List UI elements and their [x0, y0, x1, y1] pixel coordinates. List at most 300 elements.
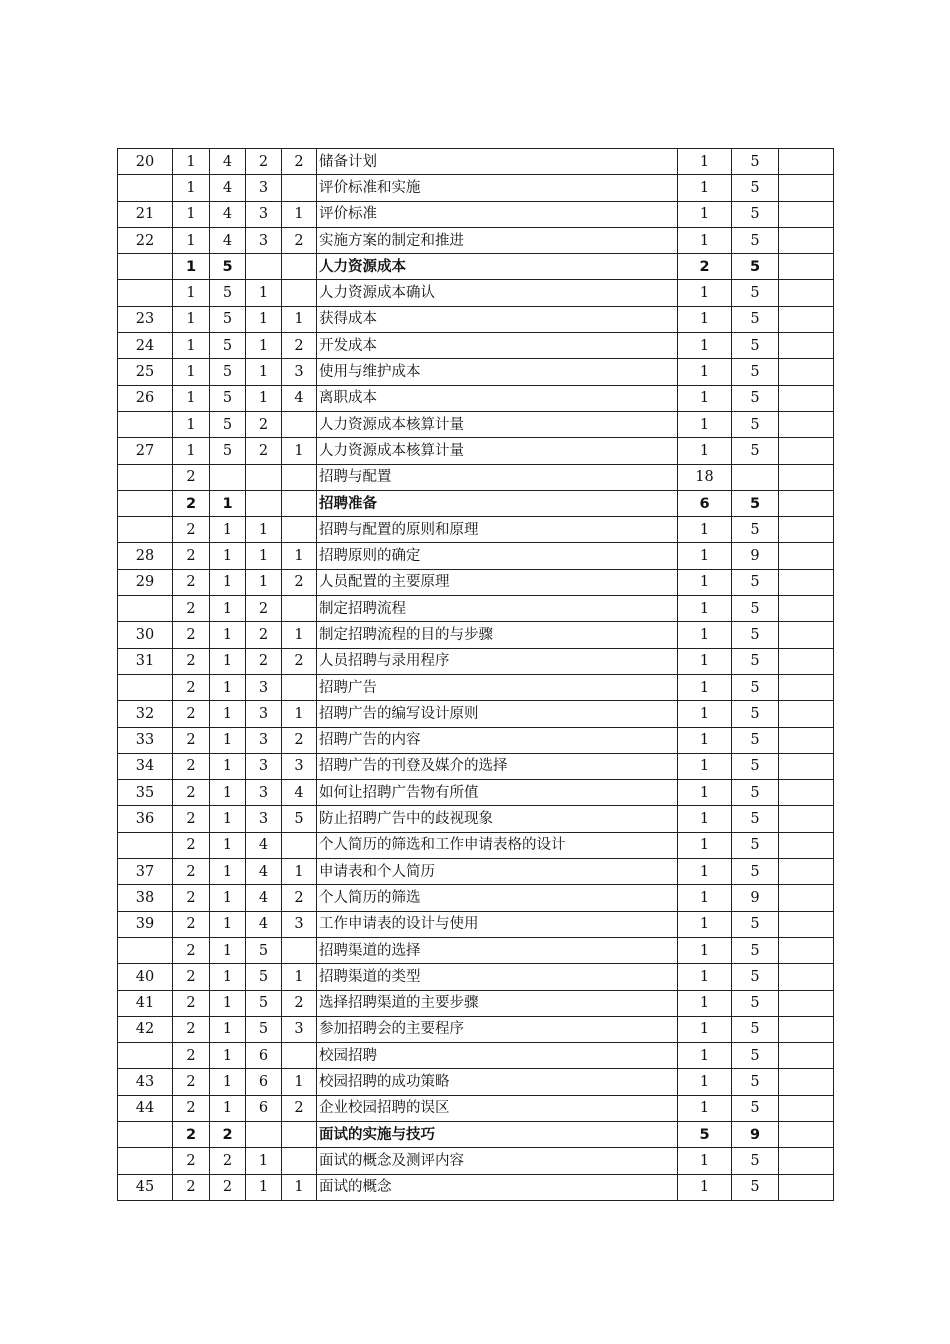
level-4-cell: 1	[282, 1174, 317, 1200]
item-title-cell: 招聘与配置的原则和原理	[317, 517, 678, 543]
item-title-cell: 开发成本	[317, 333, 678, 359]
level-1-cell: 2	[173, 937, 210, 963]
item-title-cell: 校园招聘的成功策略	[317, 1069, 678, 1095]
level-1-cell: 2	[173, 1121, 210, 1147]
count-cell: 1	[678, 1069, 732, 1095]
row-number-cell: 35	[118, 780, 173, 806]
item-title-cell: 评价标准和实施	[317, 175, 678, 201]
level-4-cell: 1	[282, 1069, 317, 1095]
count-cell: 1	[678, 201, 732, 227]
row-number-cell	[118, 411, 173, 437]
count-cell: 1	[678, 596, 732, 622]
table-row	[118, 411, 834, 437]
blank-cell	[779, 201, 834, 227]
level-3-cell: 1	[246, 569, 282, 595]
count-cell: 1	[678, 859, 732, 885]
score-cell: 5	[732, 175, 779, 201]
level-3-cell: 5	[246, 990, 282, 1016]
level-3-cell: 1	[246, 543, 282, 569]
level-3-cell: 2	[246, 622, 282, 648]
table-row	[118, 464, 834, 490]
blank-cell	[779, 1043, 834, 1069]
level-4-cell: 3	[282, 1016, 317, 1042]
count-cell: 18	[678, 464, 732, 490]
row-number-cell	[118, 832, 173, 858]
level-4-cell: 1	[282, 622, 317, 648]
level-4-cell	[282, 832, 317, 858]
level-3-cell: 1	[246, 280, 282, 306]
score-cell: 5	[732, 569, 779, 595]
level-1-cell: 1	[173, 306, 210, 332]
level-4-cell	[282, 490, 317, 516]
table-row	[118, 359, 834, 385]
row-number-cell	[118, 1043, 173, 1069]
table-row	[118, 832, 834, 858]
level-4-cell: 4	[282, 385, 317, 411]
level-1-cell: 2	[173, 490, 210, 516]
level-2-cell: 1	[210, 1095, 246, 1121]
table-row	[118, 438, 834, 464]
level-4-cell: 2	[282, 648, 317, 674]
score-cell: 5	[732, 1069, 779, 1095]
count-cell: 1	[678, 280, 732, 306]
blank-cell	[779, 1069, 834, 1095]
count-cell: 6	[678, 490, 732, 516]
level-1-cell: 1	[173, 438, 210, 464]
score-cell: 5	[732, 674, 779, 700]
table-row	[118, 490, 834, 516]
level-4-cell: 2	[282, 333, 317, 359]
score-cell: 5	[732, 911, 779, 937]
level-3-cell	[246, 490, 282, 516]
count-cell: 1	[678, 832, 732, 858]
row-number-cell: 30	[118, 622, 173, 648]
score-cell: 5	[732, 411, 779, 437]
level-3-cell: 4	[246, 911, 282, 937]
count-cell: 1	[678, 333, 732, 359]
level-1-cell: 1	[173, 280, 210, 306]
item-title-cell: 招聘广告的内容	[317, 727, 678, 753]
level-2-cell: 2	[210, 1174, 246, 1200]
level-1-cell: 1	[173, 201, 210, 227]
count-cell: 1	[678, 806, 732, 832]
row-number-cell	[118, 280, 173, 306]
score-cell: 5	[732, 227, 779, 253]
score-cell: 5	[732, 201, 779, 227]
level-1-cell: 2	[173, 596, 210, 622]
row-number-cell: 32	[118, 701, 173, 727]
blank-cell	[779, 911, 834, 937]
level-1-cell: 1	[173, 359, 210, 385]
level-1-cell: 2	[173, 885, 210, 911]
level-1-cell: 1	[173, 411, 210, 437]
level-3-cell: 3	[246, 753, 282, 779]
row-number-cell: 26	[118, 385, 173, 411]
level-3-cell: 3	[246, 727, 282, 753]
level-2-cell: 1	[210, 832, 246, 858]
level-2-cell: 1	[210, 648, 246, 674]
count-cell: 1	[678, 753, 732, 779]
level-4-cell: 1	[282, 201, 317, 227]
level-4-cell: 2	[282, 885, 317, 911]
row-number-cell: 42	[118, 1016, 173, 1042]
row-number-cell	[118, 937, 173, 963]
table-row	[118, 517, 834, 543]
level-2-cell: 1	[210, 1069, 246, 1095]
item-title-cell: 获得成本	[317, 306, 678, 332]
level-3-cell: 1	[246, 385, 282, 411]
score-cell: 5	[732, 359, 779, 385]
score-cell: 5	[732, 517, 779, 543]
level-4-cell: 1	[282, 438, 317, 464]
level-3-cell: 1	[246, 333, 282, 359]
level-4-cell	[282, 596, 317, 622]
row-number-cell: 39	[118, 911, 173, 937]
table-row	[118, 1016, 834, 1042]
level-2-cell: 1	[210, 727, 246, 753]
score-cell: 5	[732, 1174, 779, 1200]
level-2-cell: 1	[210, 596, 246, 622]
row-number-cell: 23	[118, 306, 173, 332]
table-row	[118, 648, 834, 674]
level-2-cell: 1	[210, 990, 246, 1016]
level-3-cell: 2	[246, 648, 282, 674]
level-2-cell: 5	[210, 306, 246, 332]
count-cell: 1	[678, 1174, 732, 1200]
item-title-cell: 实施方案的制定和推进	[317, 227, 678, 253]
count-cell: 1	[678, 964, 732, 990]
blank-cell	[779, 517, 834, 543]
level-3-cell: 3	[246, 701, 282, 727]
score-cell: 5	[732, 727, 779, 753]
table-row	[118, 227, 834, 253]
row-number-cell: 40	[118, 964, 173, 990]
item-title-cell: 面试的实施与技巧	[317, 1121, 678, 1147]
level-3-cell: 2	[246, 149, 282, 175]
count-cell: 1	[678, 622, 732, 648]
blank-cell	[779, 359, 834, 385]
level-3-cell: 2	[246, 411, 282, 437]
level-1-cell: 2	[173, 622, 210, 648]
count-cell: 1	[678, 911, 732, 937]
level-4-cell	[282, 1121, 317, 1147]
level-4-cell	[282, 1043, 317, 1069]
row-number-cell: 43	[118, 1069, 173, 1095]
blank-cell	[779, 333, 834, 359]
item-title-cell: 防止招聘广告中的歧视现象	[317, 806, 678, 832]
item-title-cell: 招聘渠道的类型	[317, 964, 678, 990]
level-4-cell	[282, 411, 317, 437]
level-4-cell	[282, 175, 317, 201]
level-1-cell: 2	[173, 1095, 210, 1121]
level-4-cell: 5	[282, 806, 317, 832]
level-1-cell: 2	[173, 1043, 210, 1069]
level-1-cell: 2	[173, 832, 210, 858]
count-cell: 5	[678, 1121, 732, 1147]
blank-cell	[779, 1148, 834, 1174]
blank-cell	[779, 1095, 834, 1121]
score-cell: 5	[732, 937, 779, 963]
table-row	[118, 543, 834, 569]
blank-cell	[779, 832, 834, 858]
item-title-cell: 个人简历的筛选	[317, 885, 678, 911]
item-title-cell: 人力资源成本	[317, 254, 678, 280]
item-title-cell: 使用与维护成本	[317, 359, 678, 385]
level-3-cell: 3	[246, 806, 282, 832]
level-1-cell: 1	[173, 149, 210, 175]
row-number-cell	[118, 517, 173, 543]
table-row	[118, 806, 834, 832]
table-body	[118, 149, 834, 1201]
item-title-cell: 制定招聘流程的目的与步骤	[317, 622, 678, 648]
level-2-cell: 4	[210, 149, 246, 175]
level-4-cell	[282, 464, 317, 490]
count-cell: 1	[678, 149, 732, 175]
row-number-cell	[118, 674, 173, 700]
level-4-cell: 3	[282, 911, 317, 937]
blank-cell	[779, 543, 834, 569]
table-row	[118, 1095, 834, 1121]
row-number-cell: 41	[118, 990, 173, 1016]
item-title-cell: 储备计划	[317, 149, 678, 175]
level-3-cell: 4	[246, 885, 282, 911]
row-number-cell	[118, 1148, 173, 1174]
level-2-cell: 5	[210, 254, 246, 280]
level-1-cell: 2	[173, 674, 210, 700]
level-3-cell: 4	[246, 832, 282, 858]
row-number-cell: 31	[118, 648, 173, 674]
level-2-cell: 1	[210, 674, 246, 700]
item-title-cell: 招聘原则的确定	[317, 543, 678, 569]
count-cell: 1	[678, 1095, 732, 1121]
table-row	[118, 1174, 834, 1200]
count-cell: 1	[678, 990, 732, 1016]
blank-cell	[779, 385, 834, 411]
item-title-cell: 人力资源成本核算计量	[317, 411, 678, 437]
level-2-cell: 1	[210, 937, 246, 963]
table-row	[118, 306, 834, 332]
row-number-cell	[118, 464, 173, 490]
table-row	[118, 175, 834, 201]
item-title-cell: 工作申请表的设计与使用	[317, 911, 678, 937]
table-row	[118, 1043, 834, 1069]
level-1-cell: 2	[173, 990, 210, 1016]
row-number-cell: 24	[118, 333, 173, 359]
item-title-cell: 人员配置的主要原理	[317, 569, 678, 595]
level-1-cell: 2	[173, 543, 210, 569]
count-cell: 1	[678, 543, 732, 569]
item-title-cell: 招聘渠道的选择	[317, 937, 678, 963]
row-number-cell: 29	[118, 569, 173, 595]
blank-cell	[779, 411, 834, 437]
level-3-cell: 6	[246, 1043, 282, 1069]
level-4-cell	[282, 517, 317, 543]
level-1-cell: 2	[173, 569, 210, 595]
row-number-cell: 33	[118, 727, 173, 753]
item-title-cell: 招聘准备	[317, 490, 678, 516]
level-2-cell: 4	[210, 175, 246, 201]
row-number-cell: 45	[118, 1174, 173, 1200]
count-cell: 1	[678, 1016, 732, 1042]
level-3-cell: 6	[246, 1069, 282, 1095]
item-title-cell: 选择招聘渠道的主要步骤	[317, 990, 678, 1016]
item-title-cell: 人力资源成本确认	[317, 280, 678, 306]
level-3-cell: 5	[246, 1016, 282, 1042]
row-number-cell: 44	[118, 1095, 173, 1121]
item-title-cell: 面试的概念及测评内容	[317, 1148, 678, 1174]
score-cell: 5	[732, 280, 779, 306]
level-2-cell: 5	[210, 411, 246, 437]
level-3-cell: 1	[246, 517, 282, 543]
score-cell: 9	[732, 885, 779, 911]
level-2-cell: 1	[210, 859, 246, 885]
blank-cell	[779, 280, 834, 306]
level-1-cell: 2	[173, 753, 210, 779]
blank-cell	[779, 596, 834, 622]
level-4-cell: 2	[282, 227, 317, 253]
table-row	[118, 385, 834, 411]
blank-cell	[779, 490, 834, 516]
level-2-cell: 5	[210, 438, 246, 464]
blank-cell	[779, 806, 834, 832]
level-4-cell	[282, 937, 317, 963]
score-cell: 5	[732, 1095, 779, 1121]
level-4-cell: 2	[282, 149, 317, 175]
level-1-cell: 2	[173, 1069, 210, 1095]
count-cell: 1	[678, 885, 732, 911]
level-2-cell: 1	[210, 780, 246, 806]
item-title-cell: 招聘广告的刊登及媒介的选择	[317, 753, 678, 779]
table-row	[118, 964, 834, 990]
item-title-cell: 人员招聘与录用程序	[317, 648, 678, 674]
level-1-cell: 2	[173, 1148, 210, 1174]
blank-cell	[779, 1174, 834, 1200]
level-1-cell: 2	[173, 648, 210, 674]
item-title-cell: 申请表和个人简历	[317, 859, 678, 885]
score-cell: 5	[732, 438, 779, 464]
item-title-cell: 参加招聘会的主要程序	[317, 1016, 678, 1042]
level-3-cell: 5	[246, 937, 282, 963]
level-3-cell: 6	[246, 1095, 282, 1121]
table-row	[118, 753, 834, 779]
blank-cell	[779, 727, 834, 753]
level-1-cell: 1	[173, 254, 210, 280]
level-4-cell: 1	[282, 306, 317, 332]
item-title-cell: 如何让招聘广告物有所值	[317, 780, 678, 806]
blank-cell	[779, 306, 834, 332]
table-row	[118, 937, 834, 963]
level-1-cell: 1	[173, 385, 210, 411]
table-row	[118, 911, 834, 937]
table-row	[118, 885, 834, 911]
score-cell: 5	[732, 990, 779, 1016]
level-1-cell: 2	[173, 701, 210, 727]
blank-cell	[779, 674, 834, 700]
item-title-cell: 校园招聘	[317, 1043, 678, 1069]
level-2-cell: 1	[210, 964, 246, 990]
level-4-cell: 1	[282, 701, 317, 727]
table-row	[118, 569, 834, 595]
row-number-cell	[118, 490, 173, 516]
syllabus-table	[117, 148, 834, 1201]
level-2-cell: 1	[210, 1043, 246, 1069]
item-title-cell: 面试的概念	[317, 1174, 678, 1200]
score-cell: 5	[732, 832, 779, 858]
row-number-cell: 34	[118, 753, 173, 779]
count-cell: 1	[678, 701, 732, 727]
level-1-cell: 2	[173, 911, 210, 937]
item-title-cell: 制定招聘流程	[317, 596, 678, 622]
blank-cell	[779, 990, 834, 1016]
level-4-cell	[282, 280, 317, 306]
level-3-cell	[246, 464, 282, 490]
table-row	[118, 1148, 834, 1174]
level-1-cell: 1	[173, 333, 210, 359]
score-cell: 5	[732, 149, 779, 175]
blank-cell	[779, 885, 834, 911]
row-number-cell: 37	[118, 859, 173, 885]
level-3-cell: 1	[246, 1148, 282, 1174]
table-row	[118, 1069, 834, 1095]
level-4-cell	[282, 254, 317, 280]
blank-cell	[779, 569, 834, 595]
score-cell: 5	[732, 333, 779, 359]
blank-cell	[779, 753, 834, 779]
row-number-cell: 36	[118, 806, 173, 832]
row-number-cell: 22	[118, 227, 173, 253]
count-cell: 1	[678, 306, 732, 332]
table-row	[118, 149, 834, 175]
table-row	[118, 280, 834, 306]
level-2-cell: 1	[210, 1016, 246, 1042]
level-3-cell: 3	[246, 175, 282, 201]
score-cell: 5	[732, 622, 779, 648]
level-2-cell: 5	[210, 280, 246, 306]
table-row	[118, 254, 834, 280]
blank-cell	[779, 227, 834, 253]
item-title-cell: 个人简历的筛选和工作申请表格的设计	[317, 832, 678, 858]
level-2-cell: 1	[210, 885, 246, 911]
level-4-cell: 1	[282, 543, 317, 569]
item-title-cell: 企业校园招聘的误区	[317, 1095, 678, 1121]
table-row	[118, 201, 834, 227]
level-3-cell: 5	[246, 964, 282, 990]
level-2-cell: 5	[210, 333, 246, 359]
level-1-cell: 1	[173, 175, 210, 201]
level-3-cell: 2	[246, 438, 282, 464]
count-cell: 1	[678, 727, 732, 753]
level-2-cell: 5	[210, 359, 246, 385]
row-number-cell: 38	[118, 885, 173, 911]
row-number-cell: 20	[118, 149, 173, 175]
row-number-cell: 28	[118, 543, 173, 569]
item-title-cell: 离职成本	[317, 385, 678, 411]
blank-cell	[779, 438, 834, 464]
table-row	[118, 780, 834, 806]
table-row	[118, 674, 834, 700]
level-1-cell: 2	[173, 1016, 210, 1042]
score-cell: 5	[732, 254, 779, 280]
level-2-cell: 1	[210, 490, 246, 516]
level-3-cell: 3	[246, 780, 282, 806]
table-row	[118, 596, 834, 622]
level-3-cell: 3	[246, 201, 282, 227]
count-cell: 1	[678, 175, 732, 201]
score-cell: 5	[732, 1148, 779, 1174]
level-3-cell: 3	[246, 227, 282, 253]
item-title-cell: 招聘广告	[317, 674, 678, 700]
item-title-cell: 招聘广告的编写设计原则	[317, 701, 678, 727]
